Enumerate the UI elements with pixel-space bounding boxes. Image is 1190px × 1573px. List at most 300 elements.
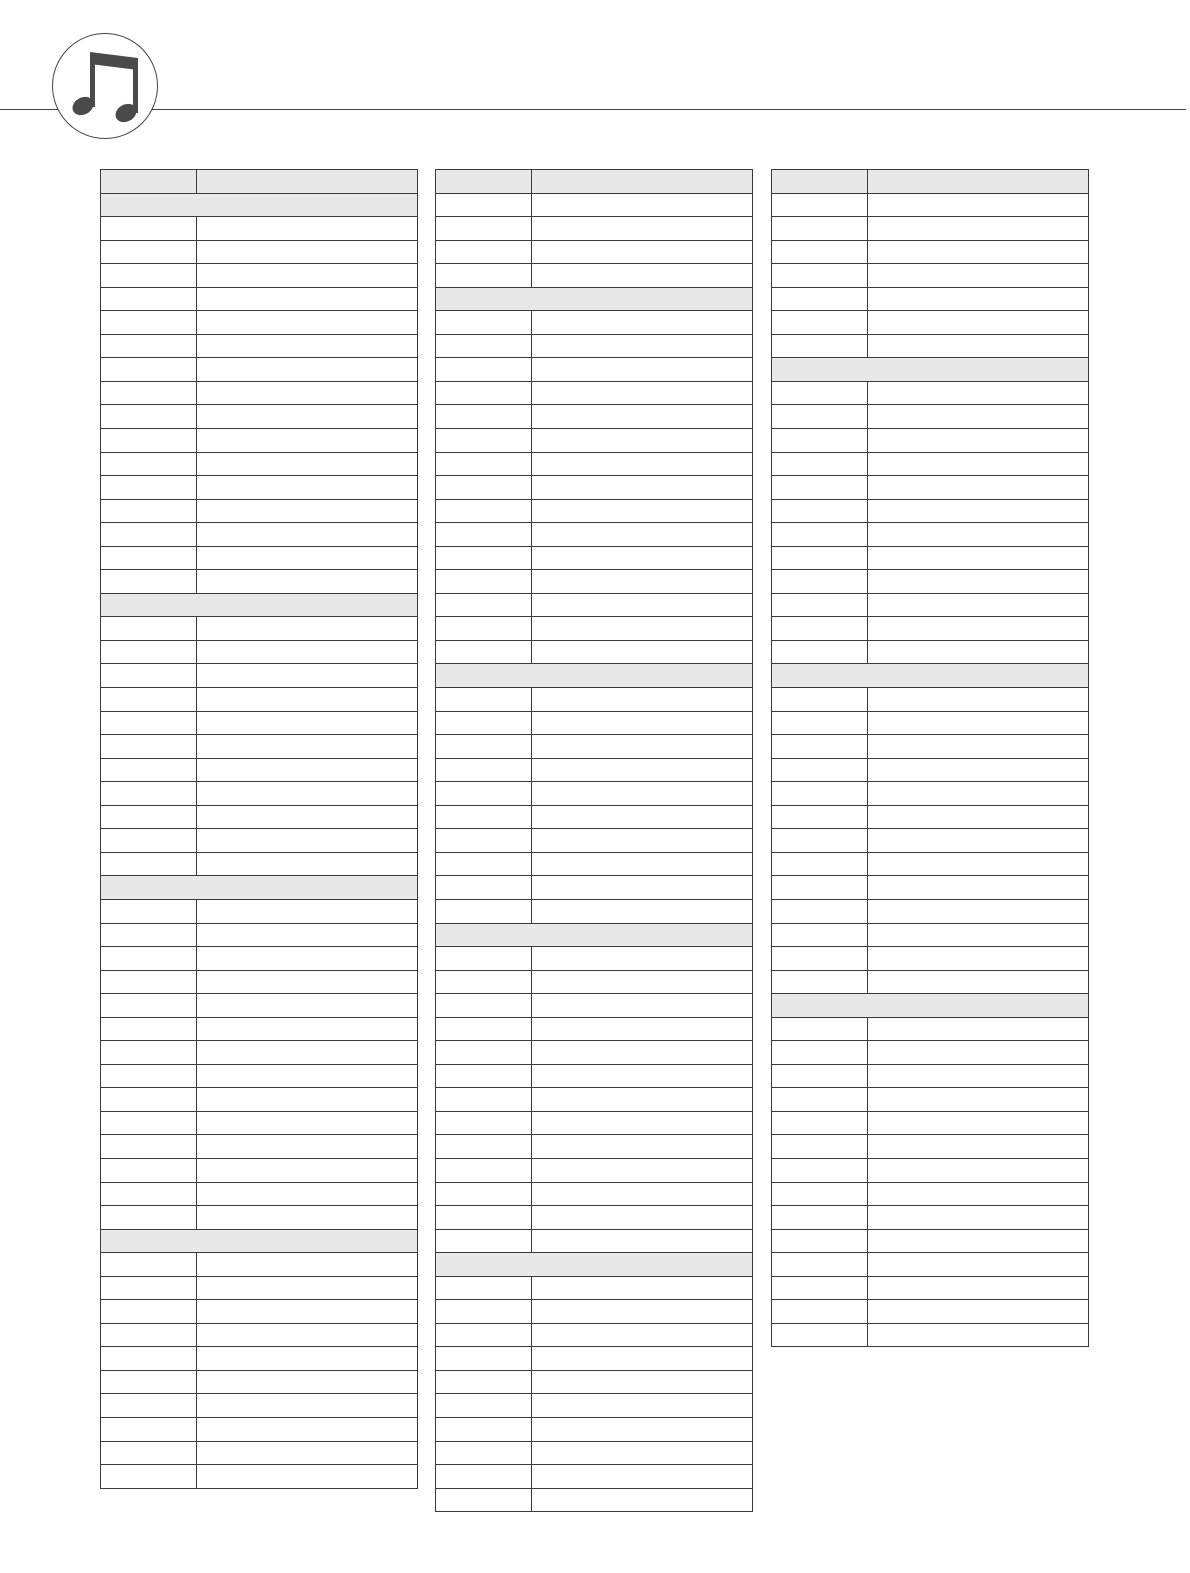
name-cell — [532, 782, 753, 806]
name-cell — [532, 640, 753, 664]
name-cell — [532, 570, 753, 594]
table-row — [436, 947, 753, 971]
number-cell — [436, 970, 532, 994]
number-cell — [772, 970, 868, 994]
number-cell — [436, 546, 532, 570]
table-row — [436, 452, 753, 476]
number-cell — [772, 240, 868, 264]
table-row — [436, 193, 753, 217]
table-row — [436, 429, 753, 453]
number-header — [436, 170, 532, 194]
table-row — [772, 240, 1089, 264]
name-cell — [197, 688, 418, 712]
number-cell — [101, 829, 197, 853]
table-row — [772, 1158, 1089, 1182]
name-cell — [532, 994, 753, 1018]
name-cell — [868, 405, 1089, 429]
table-row — [101, 546, 418, 570]
name-cell — [868, 287, 1089, 311]
category-row — [101, 593, 418, 617]
category-cell — [101, 593, 418, 617]
number-cell — [436, 735, 532, 759]
number-cell — [101, 617, 197, 641]
number-cell — [772, 688, 868, 712]
table-row — [436, 405, 753, 429]
table-row — [772, 1182, 1089, 1206]
table-row — [436, 1441, 753, 1465]
table-row — [436, 264, 753, 288]
number-cell — [772, 1158, 868, 1182]
table-header-row — [772, 170, 1089, 194]
name-cell — [197, 1276, 418, 1300]
category-cell — [436, 664, 753, 688]
table-row — [101, 1064, 418, 1088]
name-cell — [532, 1229, 753, 1253]
number-cell — [772, 1017, 868, 1041]
number-cell — [101, 758, 197, 782]
table-row — [101, 970, 418, 994]
table-row — [772, 1041, 1089, 1065]
table-row — [772, 1300, 1089, 1324]
name-cell — [532, 1465, 753, 1489]
table-row — [101, 1158, 418, 1182]
table-row — [101, 405, 418, 429]
table-row — [436, 1323, 753, 1347]
number-cell — [772, 264, 868, 288]
table-row — [436, 852, 753, 876]
table-row — [436, 381, 753, 405]
number-cell — [101, 711, 197, 735]
number-cell — [101, 970, 197, 994]
number-cell — [101, 852, 197, 876]
number-cell — [101, 334, 197, 358]
number-cell — [436, 476, 532, 500]
name-cell — [868, 452, 1089, 476]
table-row — [436, 1488, 753, 1512]
number-cell — [101, 499, 197, 523]
name-cell — [532, 688, 753, 712]
number-cell — [772, 735, 868, 759]
name-cell — [197, 358, 418, 382]
name-cell — [532, 1135, 753, 1159]
table-row — [772, 1017, 1089, 1041]
category-cell — [772, 358, 1089, 382]
number-cell — [772, 546, 868, 570]
name-cell — [532, 593, 753, 617]
table-row — [101, 805, 418, 829]
table-row — [772, 923, 1089, 947]
number-cell — [772, 899, 868, 923]
name-cell — [532, 1276, 753, 1300]
category-cell — [436, 1253, 753, 1277]
category-cell — [101, 1229, 418, 1253]
name-cell — [868, 876, 1089, 900]
number-cell — [101, 452, 197, 476]
number-cell — [101, 805, 197, 829]
number-cell — [101, 1347, 197, 1371]
name-cell — [868, 499, 1089, 523]
table-row — [772, 805, 1089, 829]
name-cell — [868, 476, 1089, 500]
number-cell — [436, 688, 532, 712]
name-cell — [197, 640, 418, 664]
name-cell — [197, 1041, 418, 1065]
name-cell — [868, 1323, 1089, 1347]
category-cell — [772, 994, 1089, 1018]
table-row — [772, 429, 1089, 453]
number-cell — [101, 1253, 197, 1277]
name-cell — [868, 546, 1089, 570]
name-cell — [532, 970, 753, 994]
name-cell — [532, 264, 753, 288]
table-row — [772, 311, 1089, 335]
table-row — [101, 852, 418, 876]
number-cell — [772, 476, 868, 500]
table-row — [101, 994, 418, 1018]
number-cell — [436, 405, 532, 429]
name-cell — [197, 1111, 418, 1135]
number-cell — [772, 1135, 868, 1159]
number-cell — [436, 1017, 532, 1041]
number-cell — [101, 640, 197, 664]
table-row — [772, 640, 1089, 664]
table-row — [772, 593, 1089, 617]
number-cell — [436, 1088, 532, 1112]
number-cell — [436, 1347, 532, 1371]
name-cell — [197, 1135, 418, 1159]
table-row — [101, 758, 418, 782]
name-cell — [197, 334, 418, 358]
name-cell — [197, 476, 418, 500]
table-row — [436, 1088, 753, 1112]
name-cell — [868, 1064, 1089, 1088]
table-row — [101, 735, 418, 759]
table-row — [436, 499, 753, 523]
number-cell — [772, 1182, 868, 1206]
name-cell — [532, 334, 753, 358]
table-row — [772, 876, 1089, 900]
table-row — [101, 617, 418, 641]
table-row — [101, 1253, 418, 1277]
number-cell — [101, 1158, 197, 1182]
table-row — [101, 1370, 418, 1394]
name-cell — [532, 1041, 753, 1065]
number-cell — [436, 1465, 532, 1489]
table-row — [772, 688, 1089, 712]
table-row — [436, 711, 753, 735]
table-row — [101, 688, 418, 712]
number-cell — [772, 758, 868, 782]
name-cell — [868, 193, 1089, 217]
name-cell — [532, 499, 753, 523]
name-cell — [532, 311, 753, 335]
table-row — [436, 829, 753, 853]
name-cell — [532, 405, 753, 429]
name-cell — [868, 852, 1089, 876]
number-cell — [101, 899, 197, 923]
category-row — [101, 193, 418, 217]
number-cell — [436, 829, 532, 853]
table-row — [101, 1300, 418, 1324]
number-cell — [772, 523, 868, 547]
name-cell — [868, 688, 1089, 712]
name-cell — [868, 1041, 1089, 1065]
name-cell — [868, 381, 1089, 405]
number-cell — [101, 1088, 197, 1112]
name-cell — [532, 381, 753, 405]
number-cell — [101, 1441, 197, 1465]
number-cell — [436, 1441, 532, 1465]
number-cell — [772, 1253, 868, 1277]
name-cell — [532, 829, 753, 853]
table-row — [772, 264, 1089, 288]
name-cell — [197, 1300, 418, 1324]
table-row — [436, 1394, 753, 1418]
table-row — [101, 476, 418, 500]
table-header-row — [101, 170, 418, 194]
voice-list-table-1 — [100, 169, 418, 1489]
name-cell — [197, 1206, 418, 1230]
table-row — [772, 476, 1089, 500]
number-cell — [436, 311, 532, 335]
name-cell — [868, 593, 1089, 617]
name-cell — [868, 1276, 1089, 1300]
number-cell — [772, 1206, 868, 1230]
music-note-icon — [53, 34, 159, 140]
name-header — [868, 170, 1089, 194]
name-cell — [197, 405, 418, 429]
number-cell — [436, 1417, 532, 1441]
table-row — [101, 1206, 418, 1230]
table-row — [436, 1465, 753, 1489]
number-cell — [772, 381, 868, 405]
number-cell — [101, 735, 197, 759]
name-cell — [197, 264, 418, 288]
table-row — [772, 852, 1089, 876]
table-row — [101, 264, 418, 288]
name-cell — [197, 735, 418, 759]
table-row — [436, 311, 753, 335]
number-cell — [436, 1158, 532, 1182]
table-row — [101, 311, 418, 335]
table-row — [772, 452, 1089, 476]
voice-list-table-3 — [771, 169, 1089, 1347]
table-row — [101, 1182, 418, 1206]
table-row — [101, 1347, 418, 1371]
table-row — [772, 1253, 1089, 1277]
number-cell — [436, 617, 532, 641]
name-cell — [868, 1017, 1089, 1041]
table-row — [101, 523, 418, 547]
number-cell — [436, 947, 532, 971]
name-cell — [532, 1417, 753, 1441]
number-cell — [436, 805, 532, 829]
number-cell — [101, 523, 197, 547]
number-cell — [772, 1088, 868, 1112]
number-cell — [436, 1041, 532, 1065]
table-row — [101, 1465, 418, 1489]
name-cell — [532, 193, 753, 217]
table-row — [436, 1370, 753, 1394]
number-cell — [101, 1182, 197, 1206]
table-row — [436, 358, 753, 382]
name-cell — [868, 1135, 1089, 1159]
table-row — [772, 546, 1089, 570]
name-cell — [532, 546, 753, 570]
name-cell — [868, 970, 1089, 994]
table-row — [101, 240, 418, 264]
table-row — [772, 217, 1089, 241]
name-cell — [868, 1158, 1089, 1182]
number-cell — [436, 1323, 532, 1347]
table-row — [101, 1441, 418, 1465]
name-cell — [197, 923, 418, 947]
name-cell — [532, 523, 753, 547]
name-cell — [868, 1111, 1089, 1135]
number-cell — [436, 1182, 532, 1206]
name-cell — [532, 429, 753, 453]
table-row — [436, 1206, 753, 1230]
name-cell — [868, 782, 1089, 806]
name-cell — [532, 1088, 753, 1112]
table-row — [772, 381, 1089, 405]
number-cell — [436, 1111, 532, 1135]
name-cell — [532, 1347, 753, 1371]
header-rule — [0, 109, 1186, 110]
name-cell — [868, 429, 1089, 453]
name-cell — [197, 970, 418, 994]
number-cell — [772, 640, 868, 664]
number-cell — [772, 1041, 868, 1065]
table-row — [101, 1017, 418, 1041]
number-cell — [436, 1370, 532, 1394]
number-cell — [436, 264, 532, 288]
name-cell — [197, 1158, 418, 1182]
name-cell — [197, 429, 418, 453]
category-row — [772, 994, 1089, 1018]
name-cell — [868, 264, 1089, 288]
number-cell — [436, 358, 532, 382]
name-cell — [197, 852, 418, 876]
name-cell — [532, 735, 753, 759]
number-cell — [772, 876, 868, 900]
table-row — [436, 970, 753, 994]
number-cell — [101, 1041, 197, 1065]
table-row — [772, 499, 1089, 523]
name-cell — [532, 452, 753, 476]
table-row — [436, 593, 753, 617]
name-cell — [197, 1064, 418, 1088]
name-cell — [197, 240, 418, 264]
category-row — [101, 1229, 418, 1253]
name-cell — [532, 1158, 753, 1182]
number-cell — [101, 546, 197, 570]
name-cell — [868, 1229, 1089, 1253]
category-cell — [101, 193, 418, 217]
name-cell — [197, 1017, 418, 1041]
name-cell — [197, 829, 418, 853]
number-cell — [772, 923, 868, 947]
voice-list-table-2 — [435, 169, 753, 1512]
name-cell — [868, 1206, 1089, 1230]
category-cell — [101, 876, 418, 900]
table-row — [772, 758, 1089, 782]
name-cell — [197, 617, 418, 641]
table-row — [101, 1088, 418, 1112]
name-cell — [532, 852, 753, 876]
table-row — [772, 1206, 1089, 1230]
name-cell — [868, 899, 1089, 923]
number-cell — [101, 1370, 197, 1394]
table-row — [101, 381, 418, 405]
table-row — [436, 994, 753, 1018]
table-row — [436, 1041, 753, 1065]
name-cell — [532, 805, 753, 829]
name-cell — [868, 640, 1089, 664]
number-cell — [436, 758, 532, 782]
name-cell — [868, 311, 1089, 335]
table-row — [436, 1158, 753, 1182]
name-cell — [197, 711, 418, 735]
table-row — [101, 1394, 418, 1418]
table-row — [436, 876, 753, 900]
name-cell — [532, 1017, 753, 1041]
number-cell — [772, 1276, 868, 1300]
table-row — [436, 758, 753, 782]
table-row — [772, 947, 1089, 971]
name-cell — [868, 711, 1089, 735]
number-cell — [772, 1111, 868, 1135]
name-cell — [532, 1488, 753, 1512]
name-cell — [532, 876, 753, 900]
category-row — [101, 876, 418, 900]
table-row — [772, 570, 1089, 594]
number-cell — [101, 947, 197, 971]
name-cell — [532, 1394, 753, 1418]
name-cell — [868, 240, 1089, 264]
name-cell — [532, 711, 753, 735]
name-cell — [532, 758, 753, 782]
table-row — [436, 1229, 753, 1253]
table-row — [436, 640, 753, 664]
name-cell — [197, 1465, 418, 1489]
name-cell — [197, 523, 418, 547]
name-cell — [197, 381, 418, 405]
number-cell — [436, 334, 532, 358]
name-cell — [197, 311, 418, 335]
table-row — [772, 829, 1089, 853]
number-cell — [101, 1323, 197, 1347]
category-row — [436, 1253, 753, 1277]
name-cell — [532, 217, 753, 241]
number-cell — [101, 664, 197, 688]
number-cell — [436, 899, 532, 923]
table-row — [772, 617, 1089, 641]
table-row — [101, 287, 418, 311]
name-header — [532, 170, 753, 194]
number-cell — [101, 476, 197, 500]
table-row — [101, 452, 418, 476]
name-cell — [197, 805, 418, 829]
number-cell — [101, 1276, 197, 1300]
number-cell — [101, 1300, 197, 1324]
name-cell — [197, 947, 418, 971]
name-cell — [197, 1417, 418, 1441]
name-cell — [868, 1088, 1089, 1112]
number-cell — [772, 217, 868, 241]
number-cell — [436, 1394, 532, 1418]
table-row — [101, 664, 418, 688]
